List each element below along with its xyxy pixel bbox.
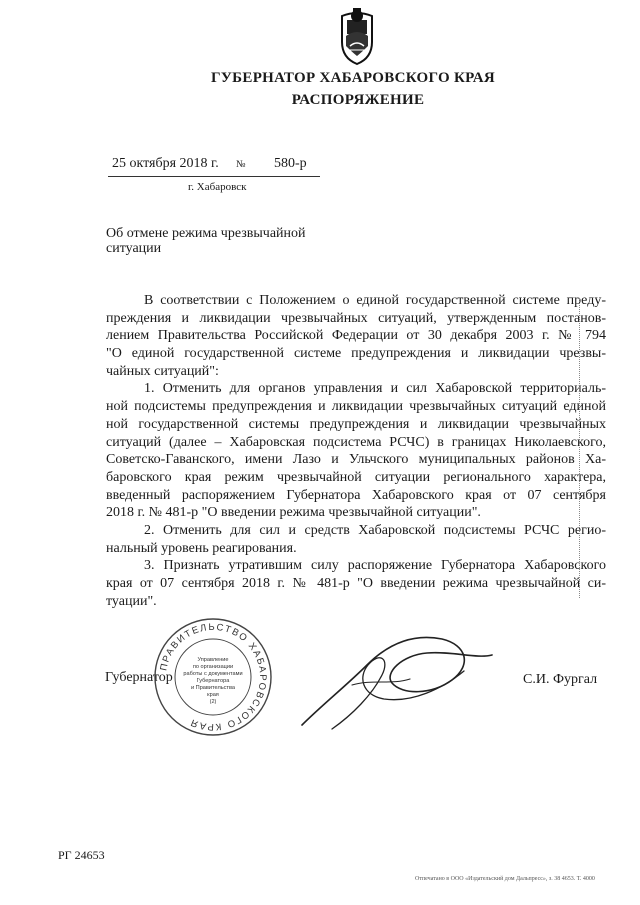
issuer-heading: ГУБЕРНАТОР ХАБАРОВСКОГО КРАЯ [211,70,495,86]
body-line: лением Правительства Российской Федерации от 30 декабря 2003 г. № 794 [106,328,606,344]
number-label: № [236,159,246,170]
document-subject [106,226,306,256]
body-line: 3. Признать утратившим силу распоряжение Губернатора Хабаровского [144,558,606,574]
document-type-heading: РАСПОРЯЖЕНИЕ [291,92,425,108]
body-line: 2018 г. № 481-р "О введении режима чрезвычайной ситуации". [106,505,481,521]
scan-fold-line [579,298,580,598]
seal-center-line: и Правительства [191,685,235,691]
seal-center-line: Губернатора [196,678,230,684]
document-code: РГ 24653 [58,848,105,862]
subject-line: ситуации [106,241,162,256]
subject-line: Об отмене режима чрезвычайной [106,226,306,241]
body-line: ситуаций (далее – Хабаровская подсистема РСЧС) в границах Николаевского, [106,434,606,450]
document-body [106,292,606,610]
document-date: 25 октября 2018 г. [112,156,219,171]
body-line: В соответствии с Положением о единой государственной системе преду- [144,293,606,308]
body-line: 2. Отменить для сил и средств Хабаровской подсистемы РСЧС регио- [144,522,606,538]
print-footer: Отпечатано в ООО «Издательский дом Дальпресс», з. 38 4653. Т. 4000 [415,876,595,882]
body-line: края от 07 сентября 2018 г. № 481-р "О введении режима чрезвычайной си- [106,576,606,591]
seal-ring-text: ПРАВИТЕЛЬСТВО ХАБАРОВСКОГО КРАЯ [158,621,269,733]
body-line: туации". [106,593,157,609]
body-line: ной подсистемы предупреждения и ликвидации чрезвычайных ситуаций единой [106,399,606,415]
body-line: Советско-Гаванского, имени Лазо и Ульчского муниципальных районов Ха- [106,452,606,468]
seal-center-line: (2) [209,699,217,705]
body-line: 1. Отменить для органов управления и сил Хабаровской территориаль- [144,381,606,397]
body-line: ной государственной системы предупреждения и ликвидации чрезвычайных [106,416,606,432]
seal-center-line: Управление [197,657,229,663]
handwritten-signature [292,625,497,735]
document-city: г. Хабаровск [188,181,247,193]
signatory-name: С.И. Фургал [523,672,598,687]
seal-center-line: по организации [192,664,234,670]
body-line: введенный распоряжением Губернатора Хабаровского края от 07 сентября [106,487,606,503]
seal-center-line: работы с документами [183,671,243,677]
official-seal [152,616,274,738]
body-line: преждения и ликвидации чрезвычайных ситуаций, утвержденным постанов- [106,310,606,326]
body-line: нальный уровень реагирования. [106,540,297,556]
document-number: 580-р [274,156,307,171]
date-number-line [108,156,320,177]
body-line: баровского края режим чрезвычайной ситуации регионального характера, [106,469,606,485]
body-line: "О единой государственной системе предупреждения и ликвидации чрезвы- [106,346,606,362]
signatory-title: Губернатор [105,670,173,685]
body-line: чайных ситуаций": [106,363,219,379]
coat-of-arms-icon [332,6,382,68]
seal-center-line: края [207,692,219,698]
